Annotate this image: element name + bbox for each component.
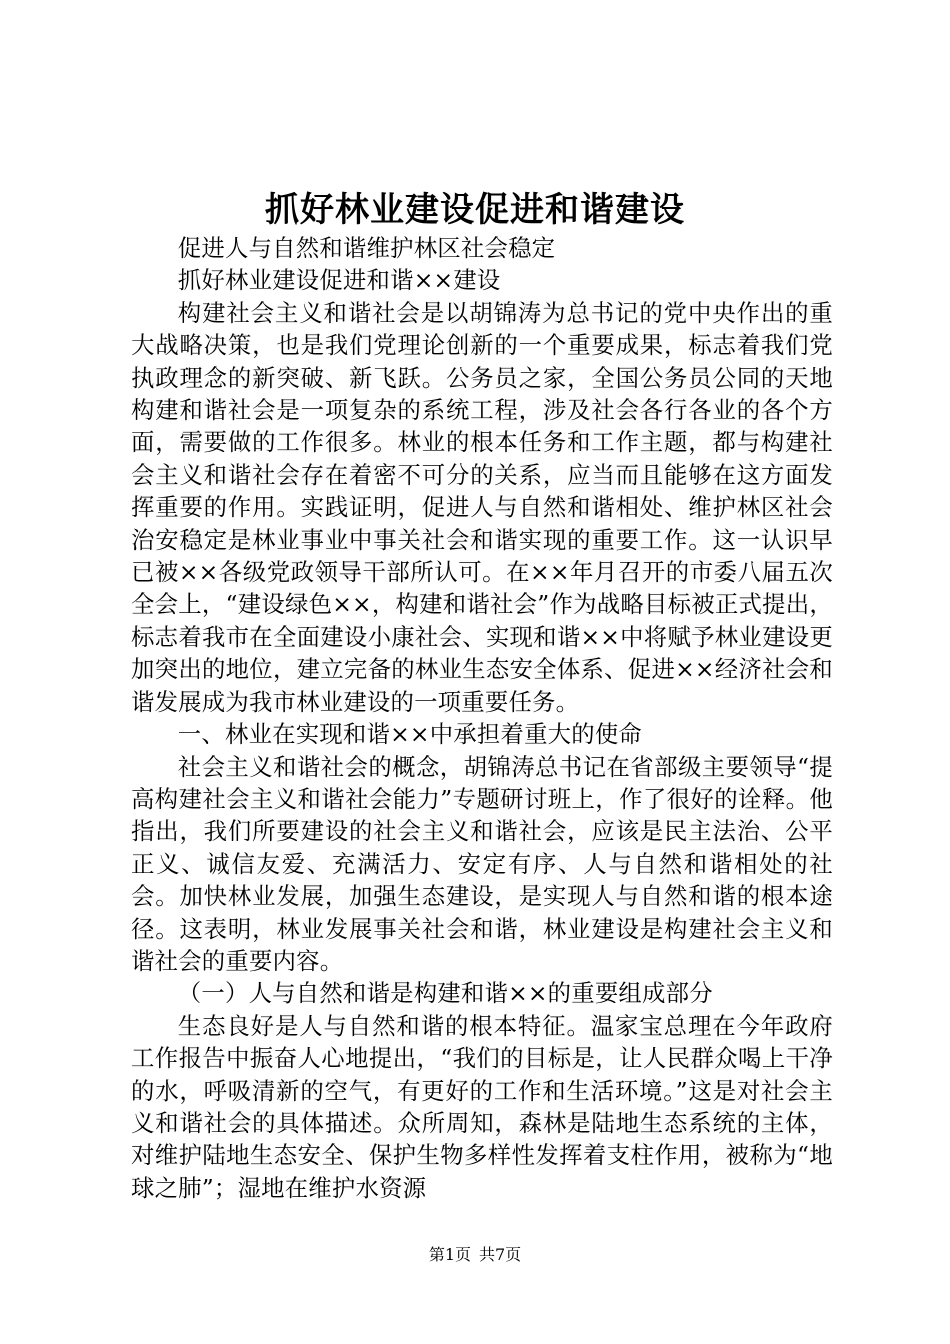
- subtitle-line-2: 抓好林业建设促进和谐××建设: [177, 266, 501, 295]
- body-paragraph: 生态良好是人与自然和谐的根本特征。温家宝总理在今年政府工作报告中振奋人心地提出，“我们的目标是，让人民群众喝上干净的水，呼吸清新的空气，有更好的工作和生活环境。”这是对社会主义和谐社会的具体描述。众所周知，森林是陆地生态系统的主体，对维护陆地生态安全、保护生物多样性发挥着支柱作用，被称为“地球之肺”；湿地在维护水资源: [131, 1011, 833, 1202]
- body-paragraph: 社会主义和谐社会的概念，胡锦涛总书记在省部级主要领导“提高构建社会主义和谐社会能力”专题研讨班上，作了很好的诠释。他指出，我们所要建设的社会主义和谐社会，应该是民主法治、公平正义、诚信友爱、充满活力、安定有序、人与自然和谐相处的社会。加快林业发展，加强生态建设，是实现人与自然和谐的根本途径。这表明，林业发展事关社会和谐，林业建设是构建社会主义和谐社会的重要内容。: [131, 752, 833, 975]
- document-title: 抓好林业建设促进和谐建设: [265, 190, 685, 230]
- subtitle-line-1: 促进人与自然和谐维护林区社会稳定: [177, 234, 556, 262]
- section-heading: 一、林业在实现和谐××中承担着重大的使命: [177, 720, 643, 749]
- document-body: [131, 232, 833, 1204]
- page-footer: [0, 1243, 950, 1267]
- page-total: 共7页: [479, 1245, 522, 1264]
- page-number: 第1页: [428, 1245, 471, 1264]
- subsection-heading: （一）人与自然和谐是构建和谐××的重要组成部分: [177, 979, 713, 1008]
- body-paragraph: 构建社会主义和谐社会是以胡锦涛为总书记的党中央作出的重大战略决策，也是我们党理论创新的一个重要成果，标志着我们党执政理念的新突破、新飞跃。公务员之家，全国公务员公同的天地构建和谐社会是一项复杂的系统工程，涉及社会各行各业的各个方面，需要做的工作很多。林业的根本任务和工作主题，都与构建社会主义和谐社会存在着密不可分的关系，应当而且能够在这方面发挥重要的作用。实践证明，促进人与自然和谐相处、维护林区社会治安稳定是林业事业中事关社会和谐实现的重要工作。这一认识早已被××各级党政领导干部所认可。在××年月召开的市委八届五次全会上，“建设绿色××，构建和谐社会”作为战略目标被正式提出，标志着我市在全面建设小康社会、实现和谐××中将赋予林业建设更加突出的地位，建立完备的林业生态安全体系、促进××经济社会和谐发展成为我市林业建设的一项重要任务。: [131, 298, 833, 716]
